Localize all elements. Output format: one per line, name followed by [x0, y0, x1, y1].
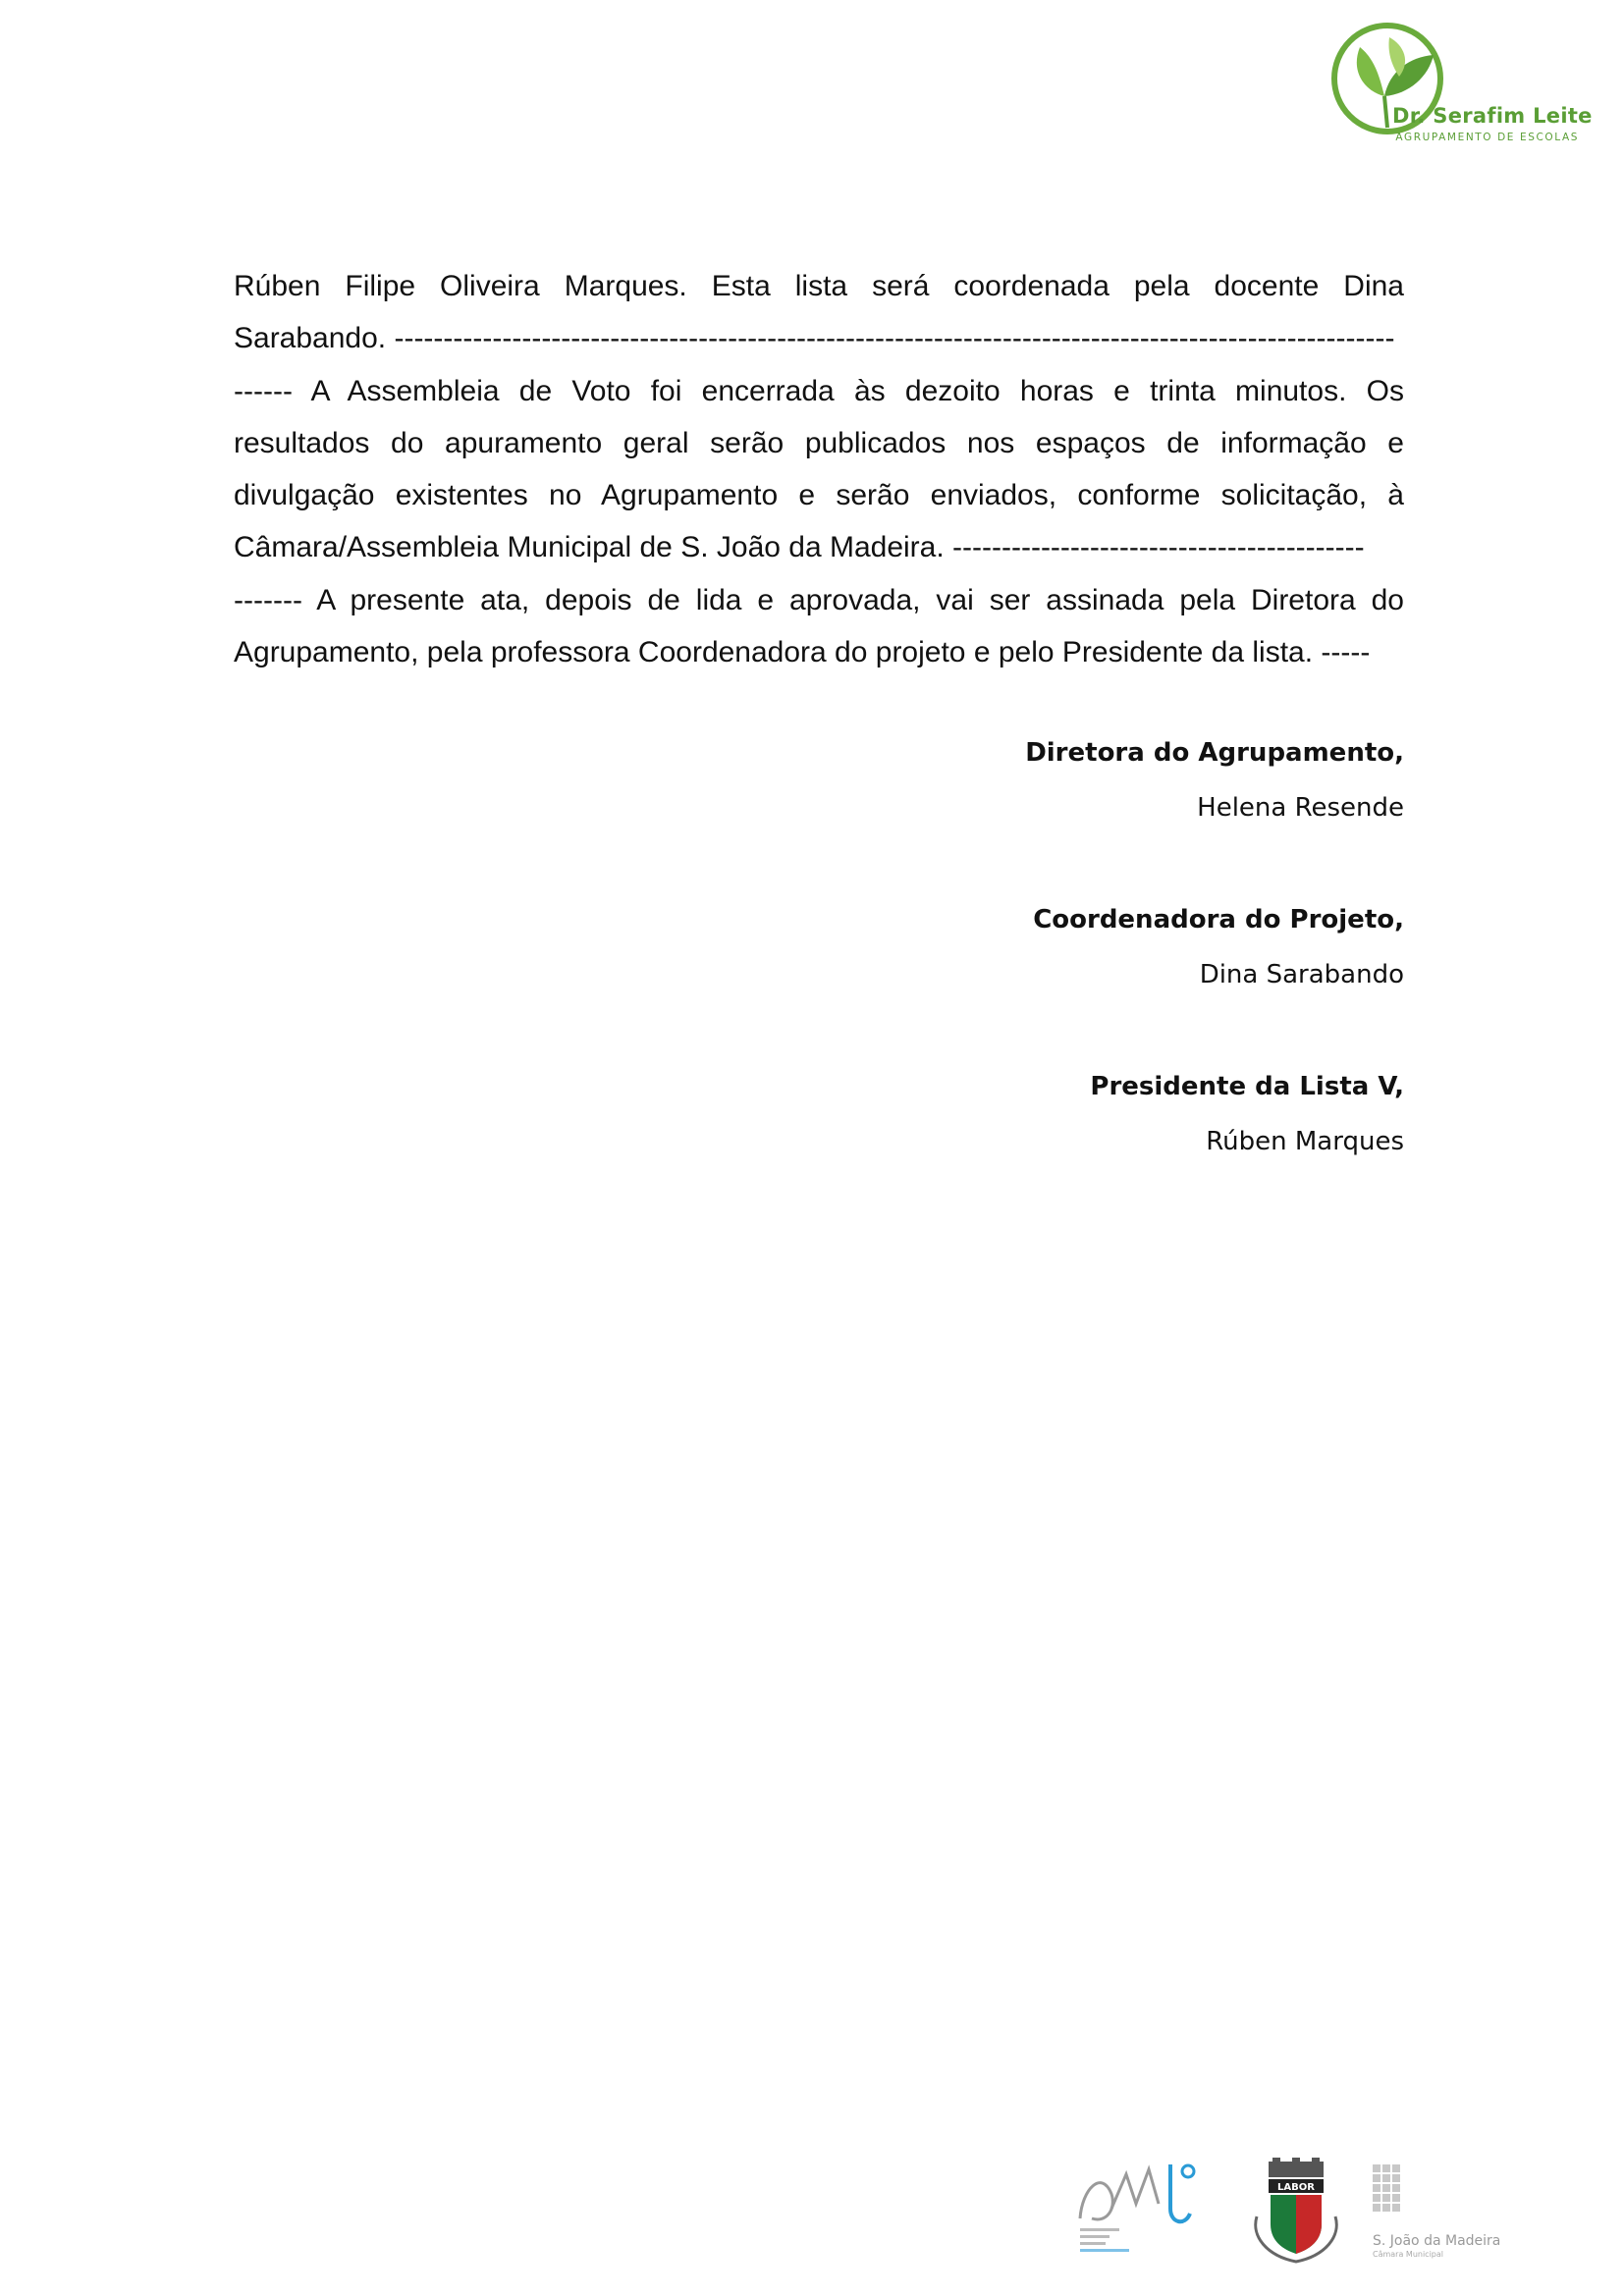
text-line: Agrupamento, pela professora Coordenadora do projeto e pelo Presidente da lista. -----	[234, 636, 1371, 669]
text-line: resultados do apuramento geral serão publicados nos espaços de informação e	[234, 426, 1404, 459]
crest-text: LABOR	[1277, 2182, 1315, 2193]
sjm-grid-icon	[1373, 2164, 1408, 2223]
logo-subtitle: AGRUPAMENTO DE ESCOLAS	[1395, 132, 1579, 143]
signature-role-director: Diretora do Agrupamento,	[1025, 738, 1404, 768]
city-crest-icon	[1247, 2158, 1345, 2268]
text-line: Câmara/Assembleia Municipal de S. João da Madeira. ------------------------------------------	[234, 531, 1365, 564]
signature-name-president: Rúben Marques	[1206, 1127, 1404, 1156]
logo-name: Dr. Serafim Leite	[1392, 104, 1593, 128]
sjm-name: S. João da Madeira	[1373, 2233, 1501, 2249]
signature-name-director: Helena Resende	[1197, 793, 1404, 823]
school-logo	[1330, 18, 1593, 150]
text-line: Rúben Filipe Oliveira Marques. Esta lista será coordenada pela docente Dina	[234, 270, 1404, 302]
text-line: divulgação existentes no Agrupamento e serão enviados, conforme solicitação, à	[234, 479, 1404, 512]
sjm-subtitle: Câmara Municipal	[1373, 2250, 1444, 2259]
signature-role-coordinator: Coordenadora do Projeto,	[1033, 905, 1404, 934]
municipal-assembly-logo-icon	[1072, 2150, 1210, 2258]
text-line: ------- A presente ata, depois de lida e aprovada, vai ser assinada pela Diretora do	[234, 583, 1404, 616]
text-line: Sarabando. ------------------------------------------------------------------------------------------------------	[234, 322, 1395, 355]
text-line: ------ A Assembleia de Voto foi encerrada às dezoito horas e trinta minutos. Os	[234, 374, 1404, 407]
signature-name-coordinator: Dina Sarabando	[1199, 960, 1404, 989]
signature-role-president: Presidente da Lista V,	[1090, 1072, 1404, 1101]
minutes-text	[234, 260, 1404, 678]
sjm-council-logo	[1373, 2164, 1530, 2258]
